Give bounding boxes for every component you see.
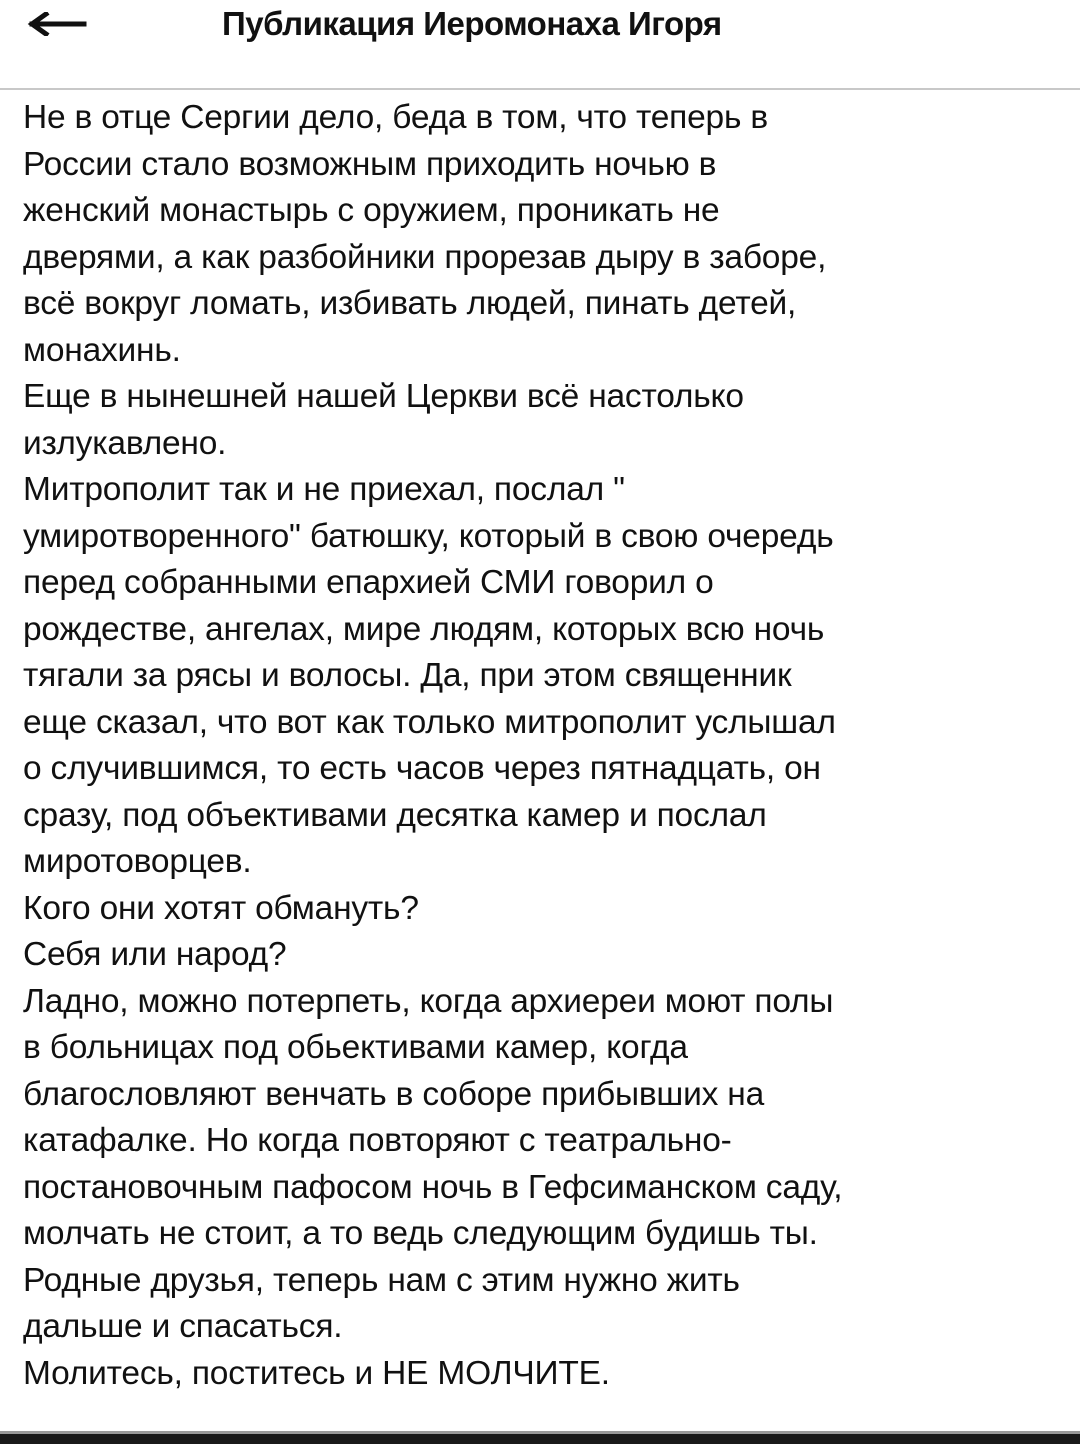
post-text-line: Не в отце Сергии дело, беда в том, что теперь в bbox=[23, 99, 768, 136]
post-text-line: еще сказал, что вот как только митрополит услышал bbox=[23, 703, 836, 741]
post-text-line: Митрополит так и не приехал, послал " bbox=[23, 471, 625, 508]
post-text-line: Себя или народ? bbox=[23, 936, 287, 973]
post-text-line: дверями, а как разбойники прорезав дыру в заборе, bbox=[23, 238, 827, 276]
post-text-line: о случившимся, то есть часов через пятнадцать, он bbox=[23, 750, 821, 787]
post-text-line: рождестве, ангелах, мире людям, которых всю ночь bbox=[23, 610, 825, 648]
post-text-line: Молитесь, поститесь и НЕ МОЛЧИТЕ. bbox=[23, 1354, 610, 1392]
post-text-line: в больницах под обьективами камер, когда bbox=[23, 1029, 688, 1066]
post-text-line: излукавлено. bbox=[23, 424, 227, 462]
post-text-line: Кого они хотят обмануть? bbox=[23, 889, 419, 927]
post-text-line: молчать не стоит, а то ведь следующим будишь ты. bbox=[23, 1215, 818, 1252]
post-text-line: дальше и спасаться. bbox=[23, 1308, 343, 1345]
post-text-line: катафалке. Но когда повторяют с театрально- bbox=[23, 1122, 732, 1159]
post-text-line: сразу, под объективами десятка камер и послал bbox=[23, 796, 767, 834]
post-text-line: монахинь. bbox=[23, 331, 181, 369]
post-text-line: всё вокруг ломать, избивать людей, пинать детей, bbox=[23, 285, 797, 322]
back-button[interactable] bbox=[26, 4, 106, 44]
page-title: Публикация Иеромонаха Игоря bbox=[222, 5, 722, 42]
post-text-line: Ладно, можно потерпеть, когда архиереи моют полы bbox=[23, 982, 834, 1020]
post-text-line: миротоворцев. bbox=[23, 843, 252, 880]
post-text-line: умиротворенного" батюшку, который в свою очередь bbox=[23, 517, 834, 555]
post-text-line: благословляют венчать в соборе прибывших на bbox=[23, 1075, 765, 1113]
post-text-line: Еще в нынешней нашей Церкви всё настолько bbox=[23, 378, 744, 415]
post-text-line: перед собранными епархией СМИ говорил о bbox=[23, 564, 714, 601]
post-text-line: России стало возможным приходить ночью в bbox=[23, 145, 717, 183]
post-body bbox=[23, 95, 1071, 1397]
post-text-line: Родные друзья, теперь нам с этим нужно жить bbox=[23, 1261, 740, 1299]
post-text-line: постановочным пафосом ночь в Гефсиманском саду, bbox=[23, 1168, 843, 1206]
arrow-left-icon bbox=[26, 12, 88, 36]
post-text-line: тягали за рясы и волосы. Да, при этом священник bbox=[23, 657, 792, 694]
post-text-line: женский монастырь с оружием, проникать не bbox=[23, 192, 720, 229]
header-divider bbox=[0, 88, 1080, 90]
bottom-bar bbox=[0, 1434, 1080, 1444]
app-header bbox=[0, 0, 1080, 88]
